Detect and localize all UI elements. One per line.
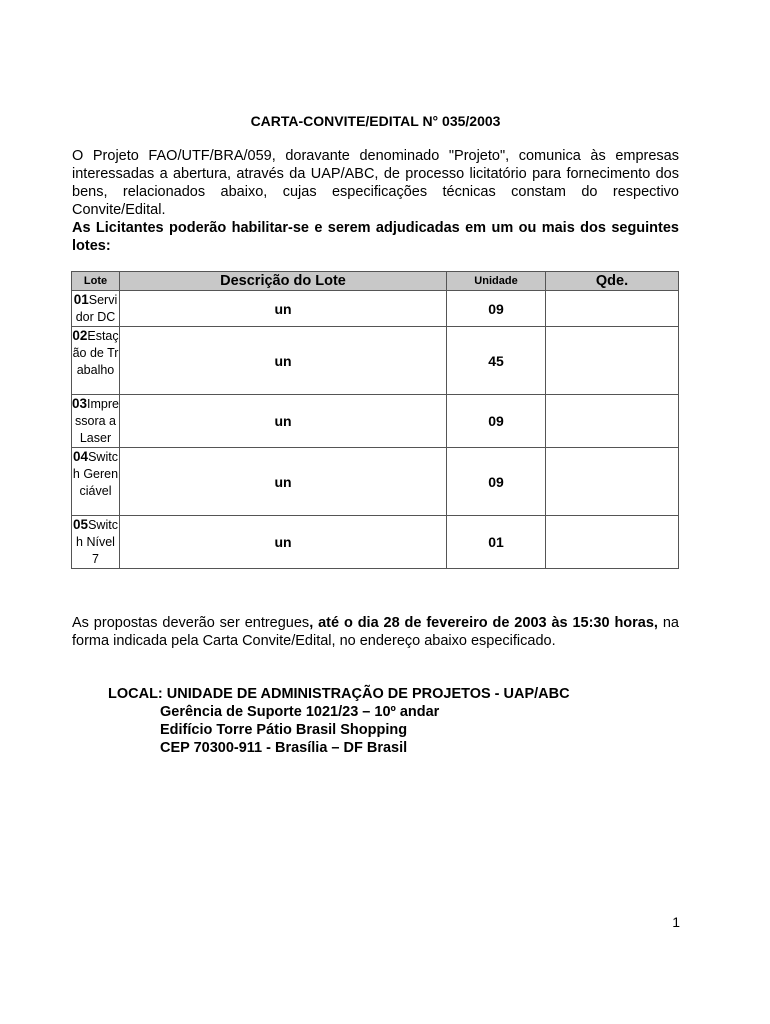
intro-section — [72, 147, 679, 255]
quantity-cell: 45 — [447, 327, 546, 395]
proposals-tail: na forma indicada pela Carta Convite/Edital, no endereço abaixo especificado. — [72, 615, 679, 649]
qde-cell — [546, 516, 679, 569]
address-department: Gerência de Suporte 1021/23 – 10º andar — [160, 704, 440, 720]
header-unidade: Unidade — [447, 272, 546, 291]
lote-cell — [72, 516, 120, 569]
lote-number: 02 — [72, 328, 88, 343]
unit-cell: un — [120, 516, 447, 569]
address-building: Edifício Torre Pátio Brasil Shopping — [160, 722, 408, 738]
header-qde: Qde. — [546, 272, 679, 291]
quantity-cell: 09 — [447, 395, 546, 448]
table-header-row — [72, 272, 679, 291]
address-postal: CEP 70300-911 - Brasília – DF Brasil — [160, 740, 408, 756]
bidders-note: As Licitantes poderão habilitar-se e serem adjudicadas em um ou mais dos seguintes lotes: — [72, 220, 679, 254]
qde-cell — [546, 448, 679, 516]
lote-cell — [72, 395, 120, 448]
unit-cell: un — [120, 327, 447, 395]
address-block — [108, 685, 570, 757]
qde-cell — [546, 327, 679, 395]
intro-paragraph: O Projeto FAO/UTF/BRA/059, doravante denominado "Projeto", comunica às empresas interessadas a abertura, através da UAP/ABC, de processo licitatório para fornecimento dos bens, relacionados abaixo, cujas especificações técnicas constam do respectivo Convite/Edital. — [72, 148, 679, 218]
lote-name: Impressora a Laser — [75, 397, 119, 445]
header-lote: Lote — [72, 272, 120, 291]
lote-cell — [72, 291, 120, 327]
quantity-cell: 09 — [447, 291, 546, 327]
unit-cell: un — [120, 448, 447, 516]
page-number: 1 — [672, 914, 680, 930]
address-local: LOCAL: UNIDADE DE ADMINISTRAÇÃO DE PROJETOS - UAP/ABC — [108, 686, 570, 702]
lote-cell — [72, 327, 120, 395]
quantity-cell: 09 — [447, 448, 546, 516]
lote-name: Estação de Trabalho — [72, 329, 119, 377]
quantity-cell: 01 — [447, 516, 546, 569]
table-row — [72, 327, 679, 395]
proposals-lead: As propostas deverão ser entregues — [72, 615, 310, 631]
unit-cell: un — [120, 395, 447, 448]
proposals-deadline: , até o dia 28 de fevereiro de 2003 às 15:30 horas, — [309, 615, 658, 631]
qde-cell — [546, 395, 679, 448]
lote-name: Servidor DC — [75, 293, 118, 324]
table-row — [72, 516, 679, 569]
lote-name: Switch Gerenciável — [72, 450, 119, 498]
table-row — [72, 291, 679, 327]
lote-name: Switch Nível 7 — [76, 518, 118, 566]
lote-number: 03 — [72, 396, 88, 411]
lote-number: 04 — [73, 449, 89, 464]
lote-cell — [72, 448, 120, 516]
lots-table — [71, 271, 679, 569]
table-row — [72, 448, 679, 516]
document-title: CARTA-CONVITE/EDITAL N° 035/2003 — [250, 113, 501, 129]
proposals-paragraph — [72, 614, 679, 650]
qde-cell — [546, 291, 679, 327]
lote-number: 05 — [73, 517, 89, 532]
lote-number: 01 — [73, 292, 89, 307]
unit-cell: un — [120, 291, 447, 327]
table-row — [72, 395, 679, 448]
header-descricao: Descrição do Lote — [120, 272, 447, 291]
